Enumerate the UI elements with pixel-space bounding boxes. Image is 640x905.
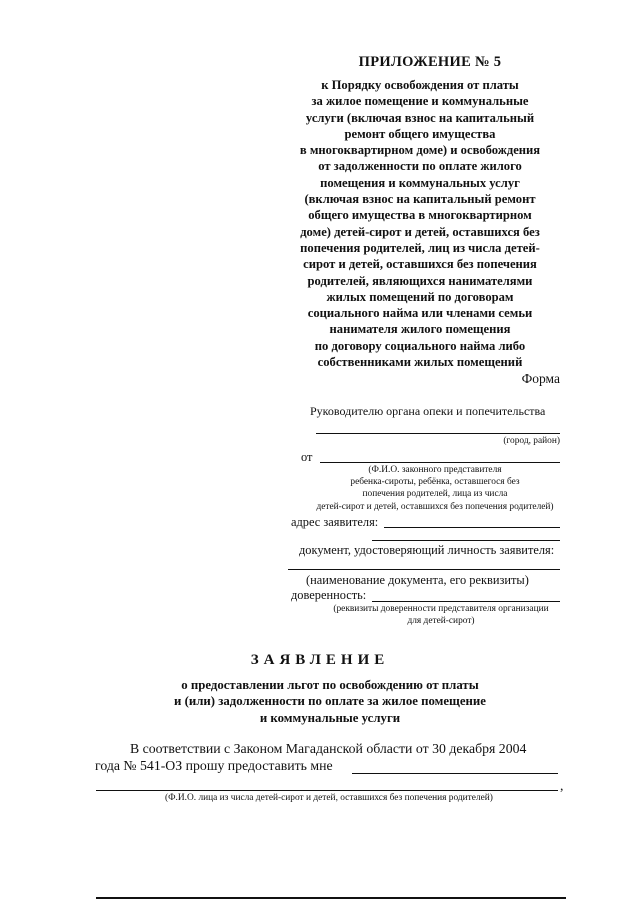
appendix-line: сирот и детей, оставшихся без попечения xyxy=(303,257,537,272)
comma-mark: , xyxy=(560,778,564,793)
representative-hint: (Ф.И.О. законного представителя ребенка-сироты, ребёнка, оставшегося без попечения родителей, лица из числа детей-сирот и детей, оставшихся без попечения родителей) xyxy=(316,465,554,512)
document-hint: (наименование документа, его реквизиты) xyxy=(306,573,529,587)
address-label: адрес заявителя: xyxy=(291,515,379,529)
appendix-line: услуги (включая взнос на капитальный xyxy=(305,110,535,125)
power-of-attorney-label: доверенность: xyxy=(291,588,367,602)
statement-body-line-2: года № 541-ОЗ прошу предоставить мне xyxy=(95,758,333,773)
document-label: документ, удостоверяющий личность заявителя: xyxy=(299,543,555,557)
appendix-line: жилых помещений по договорам xyxy=(326,289,514,304)
appendix-description xyxy=(265,77,575,370)
appendix-line: социального найма или членами семьи xyxy=(307,306,533,321)
city-field-line[interactable] xyxy=(316,433,560,434)
appendix-line: от задолженности по оплате жилого xyxy=(318,159,522,174)
appendix-line: в многоквартирном доме) и освобождения xyxy=(299,143,541,158)
bottom-divider xyxy=(96,897,566,899)
appendix-line: общего имущества в многоквартирном xyxy=(308,208,532,223)
power-of-attorney-field-line[interactable] xyxy=(372,601,560,602)
document-field-line[interactable] xyxy=(288,569,560,570)
appendix-line: помещения и коммунальных услуг xyxy=(320,175,520,190)
appendix-line: к Порядку освобождения от платы xyxy=(321,78,519,92)
from-field-line[interactable] xyxy=(320,462,560,463)
statement-title: ЗАЯВЛЕНИЕ xyxy=(250,652,390,668)
appendix-title: ПРИЛОЖЕНИЕ № 5 xyxy=(358,54,502,70)
appendix-line: за жилое помещение и коммунальные xyxy=(311,94,529,109)
appendix-line: ремонт общего имущества xyxy=(344,126,496,141)
power-of-attorney-hint: (реквизиты доверенности представителя организации для детей-сирот) xyxy=(333,604,549,627)
form-label: Форма xyxy=(521,371,560,386)
applicant-name-field-line-2[interactable] xyxy=(96,790,558,791)
appendix-line: родителей, являющихся нанимателями xyxy=(307,273,533,288)
appendix-line: нанимателя жилого помещения xyxy=(329,322,511,337)
appendix-line: собственниками жилых помещений xyxy=(317,355,523,370)
addressee-text: Руководителю органа опеки и попечительства xyxy=(310,404,546,418)
appendix-line: (включая взнос на капитальный ремонт xyxy=(304,192,536,207)
address-field-line-2[interactable] xyxy=(372,540,560,541)
address-field-line[interactable] xyxy=(384,527,560,528)
appendix-line: попечения родителей, лиц из числа детей- xyxy=(300,240,540,255)
appendix-line: доме) детей-сирот и детей, оставшихся без xyxy=(300,224,540,239)
statement-body-line-1: В соответствии с Законом Магаданской области от 30 декабря 2004 xyxy=(130,741,527,756)
appendix-line: по договору социального найма либо xyxy=(314,338,526,353)
applicant-name-field-line[interactable] xyxy=(352,773,558,774)
from-label: от xyxy=(301,450,313,464)
applicant-name-hint: (Ф.И.О. лица из числа детей-сирот и детей, оставшихся без попечения родителей) xyxy=(165,793,493,803)
statement-subtitle: о предоставлении льгот по освобождению от платы и (или) задолженности по оплате за жилое помещение и коммунальные услуги xyxy=(174,678,486,725)
city-hint: (город, район) xyxy=(503,436,560,446)
